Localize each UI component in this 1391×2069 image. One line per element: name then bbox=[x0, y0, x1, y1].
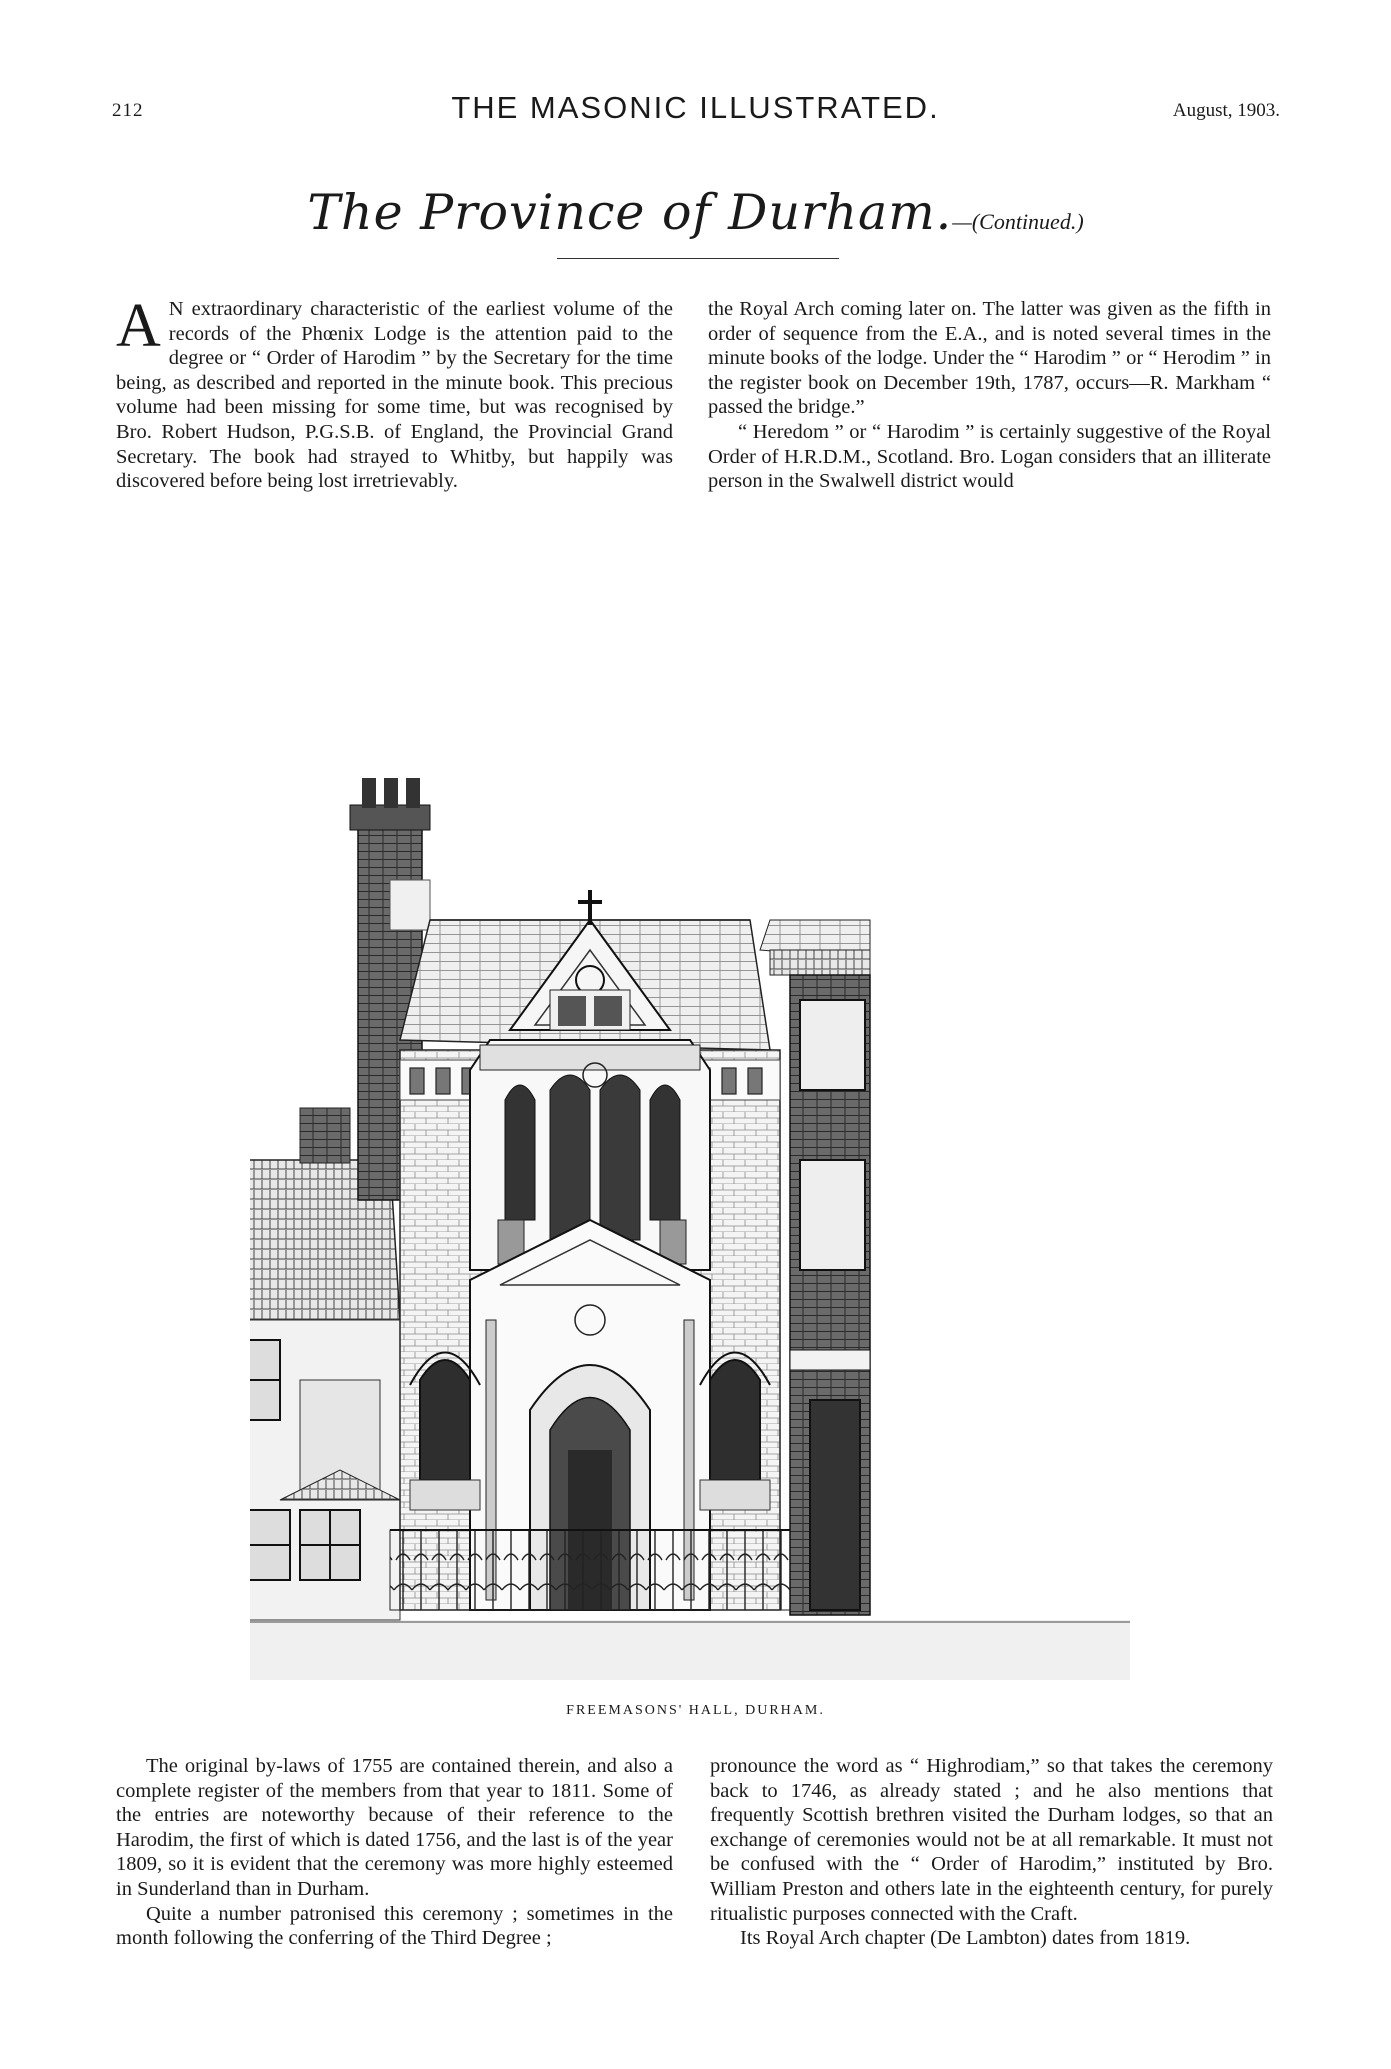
masthead: THE MASONIC ILLUSTRATED. bbox=[451, 90, 940, 125]
paragraph: Its Royal Arch chapter (De Lambton) dates from 1819. bbox=[740, 1927, 1191, 1950]
column-left-top bbox=[116, 292, 673, 494]
paragraph bbox=[116, 292, 673, 494]
drop-cap: A bbox=[116, 292, 161, 360]
article-title-main: The Province of Durham. bbox=[307, 184, 953, 241]
title-rule bbox=[557, 258, 839, 259]
paragraph: The original by-laws of 1755 are contained therein, and also a complete register of the members from that year to 1811. Some of the entries are noteworthy because of their reference to the Harodim, the first of which is dated 1756, and the last is of the year 1809, so it is evident that the ceremony was more highly esteemed in Sunderland than in Durham. bbox=[116, 1755, 673, 1900]
paragraph: Quite a number patronised this ceremony ; sometimes in the month following the conferring of the Third Degree ; bbox=[116, 1902, 673, 1950]
column-right-top bbox=[708, 297, 1271, 494]
paragraph-text: N extraordinary characteristic of the earliest volume of the records of the Phœnix Lodge is the attention paid to the degree or “ Order of Harodim ” by the Secretary for the time being, as described and reported in the minute book. This precious volume had been missing for some time, but was recognised by Bro. Robert Hudson, P.G.S.B. of England, the Provincial Grand Secretary. The book had strayed to Whitby, but happily was discovered before being lost irretrievably. bbox=[116, 298, 673, 493]
freemasons-hall-engraving bbox=[250, 620, 1130, 1680]
article-title-continued: —(Continued.) bbox=[952, 209, 1084, 234]
figure-caption: FREEMASONS' HALL, DURHAM. bbox=[566, 1703, 825, 1718]
paragraph: “ Heredom ” or “ Harodim ” is certainly suggestive of the Royal Order of H.R.D.M., Scotland. Bro. Logan considers that an illiterate person in the Swalwell district would bbox=[708, 420, 1271, 493]
column-right-bottom bbox=[710, 1754, 1273, 1951]
issue-date: August, 1903. bbox=[1172, 100, 1280, 121]
article-title bbox=[0, 184, 1391, 241]
column-left-bottom bbox=[116, 1754, 673, 1951]
paragraph: the Royal Arch coming later on. The latter was given as the fifth in order of sequence from the E.A., and is noted several times in the minute books of the lodge. Under the “ Harodim ” or “ Herodim ” in the register book on December 19th, 1787, occurs—R. Markham “ passed the bridge.” bbox=[708, 298, 1271, 419]
page-number: 212 bbox=[112, 100, 144, 121]
paragraph: pronounce the word as “ Highrodiam,” so that takes the ceremony back to 1746, as already stated ; and he also mentions that frequently Scottish brethren visited the Durham lodges, so that an exchange of ceremonies would not be at all remarkable. It must not be confused with the “ Order of Harodim,” instituted by Bro. William Preston and others late in the eighteenth century, for purely ritualistic purposes connected with the Craft. bbox=[710, 1755, 1273, 1925]
